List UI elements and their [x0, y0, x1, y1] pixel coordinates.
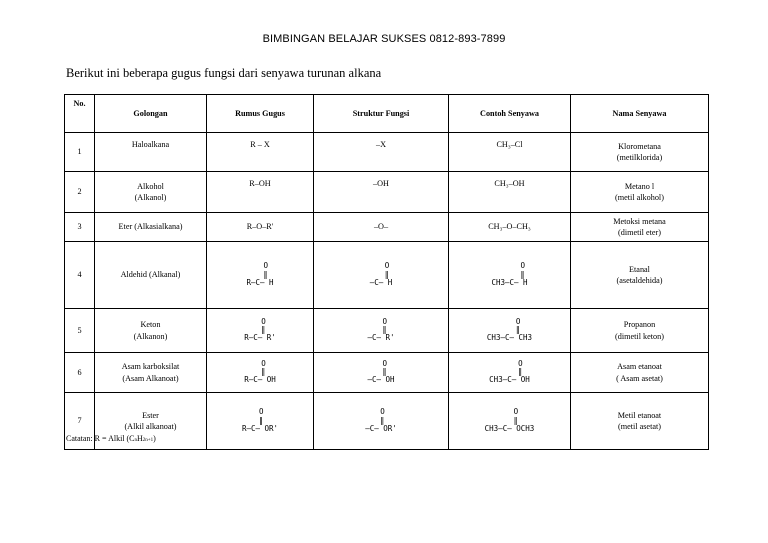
page-header: BIMBINGAN BELAJAR SUKSES 0812-893-7899: [262, 33, 506, 45]
table-header-row: [65, 95, 709, 133]
contoh-cell: CH₃–OH: [449, 172, 571, 213]
carbonyl-oxygen: O: [384, 261, 390, 271]
table-row: [65, 242, 709, 309]
nama-cell: [571, 242, 709, 309]
carbonyl-oxygen: O: [520, 261, 525, 271]
double-bond: ‖: [513, 415, 518, 425]
contoh-cell: [449, 242, 571, 309]
table-row: [65, 133, 709, 172]
carbonyl-formula: [491, 262, 527, 287]
formula-chain: R–C– OH: [244, 375, 276, 385]
golongan-line: Asam karboksilat: [121, 362, 180, 372]
nama-line: Metano l: [624, 181, 655, 191]
carbonyl-formula: [367, 360, 394, 385]
golongan-cell: [95, 213, 207, 242]
nama-line: Etanal: [629, 264, 650, 274]
carbonyl-oxygen: O: [380, 407, 385, 417]
nama-line: (dimetil keton): [615, 331, 664, 341]
double-bond: ‖: [518, 367, 523, 377]
footnote: [66, 434, 156, 443]
nama-cell: [571, 213, 709, 242]
footnote-subscript: 2n+1: [142, 438, 154, 443]
carbonyl-oxygen: O: [261, 316, 266, 326]
double-bond: ‖: [261, 325, 266, 335]
formula-chain: R–C– OR': [241, 423, 279, 433]
carbonyl-oxygen: O: [263, 261, 268, 271]
struktur-cell: [314, 393, 449, 450]
golongan-cell: [95, 172, 207, 213]
struktur-cell: [314, 242, 449, 309]
row-number: 1: [65, 133, 95, 172]
carbonyl-oxygen: O: [261, 358, 266, 368]
table-row: [65, 309, 709, 353]
carbonyl-formula: [242, 408, 278, 433]
formula-chain: R–C– H: [246, 277, 274, 287]
nama-line: (metilklorida): [616, 153, 663, 162]
carbonyl-formula: [370, 262, 393, 287]
nama-line: (metil asetat): [618, 422, 661, 431]
contoh-cell: [449, 353, 571, 393]
golongan-cell: [95, 309, 207, 353]
footnote-subscript-n: n: [134, 438, 138, 443]
carbonyl-oxygen: O: [515, 316, 521, 326]
table-row: [65, 393, 709, 450]
carbonyl-oxygen: O: [382, 358, 387, 368]
golongan-cell: [95, 242, 207, 309]
carbonyl-formula: [487, 318, 532, 343]
carbonyl-formula: [485, 408, 535, 433]
header-nama-senyawa: Nama Senyawa: [571, 95, 709, 133]
golongan-line: Keton: [140, 320, 161, 330]
header-no: No.: [65, 95, 95, 133]
carbonyl-formula: [246, 262, 273, 287]
double-bond: ‖: [258, 415, 263, 425]
rumus-cell: [207, 393, 314, 450]
footnote-text: Catatan: R = Alkil (C: [66, 434, 135, 443]
golongan-line: (Alkanol): [134, 193, 167, 202]
nama-line: Metil etanoat: [617, 410, 662, 420]
table-row: [65, 172, 709, 213]
table-row: [65, 213, 709, 242]
formula-chain: CH3–C– OCH3: [484, 423, 535, 433]
rumus-cell: R–OH: [207, 172, 314, 213]
golongan-line: Haloalkana: [131, 140, 170, 149]
rumus-cell: R–O–R': [207, 213, 314, 242]
carbonyl-formula: [489, 360, 530, 385]
golongan-line: Eter (Alkasialkana): [118, 222, 183, 232]
rumus-cell: R – X: [207, 133, 314, 172]
header-golongan: Golongan: [95, 95, 207, 133]
rumus-cell: [207, 309, 314, 353]
rumus-cell: [207, 353, 314, 393]
contoh-cell: CH₃–Cl: [449, 133, 571, 172]
nama-cell: [571, 309, 709, 353]
contoh-cell: CH₃–O–CH₃: [449, 213, 571, 242]
formula-chain: CH3–C– OH: [489, 375, 530, 385]
nama-line: Metoksi metana: [613, 216, 666, 226]
struktur-cell: –O–: [314, 213, 449, 242]
functional-groups-table: [64, 94, 709, 450]
formula-chain: –C– OH: [367, 375, 395, 385]
intro-text: Berikut ini beberapa gugus fungsi dari senyawa turunan alkana: [66, 66, 382, 80]
formula-chain: –C– R': [367, 333, 395, 343]
footnote-close: ): [153, 434, 156, 443]
nama-line: Propanon: [623, 320, 656, 330]
carbonyl-formula: [244, 360, 276, 385]
nama-cell: [571, 353, 709, 393]
nama-line: ( Asam asetat): [616, 373, 663, 383]
carbonyl-formula: [365, 408, 397, 433]
golongan-line: Ester: [142, 410, 159, 420]
header-rumus-gugus: Rumus Gugus: [207, 95, 314, 133]
carbonyl-formula: [367, 318, 394, 343]
nama-cell: [571, 172, 709, 213]
golongan-line: (Asam Alkanoat): [122, 373, 179, 383]
footnote-hydrogen: H: [137, 434, 143, 443]
contoh-cell: [449, 309, 571, 353]
struktur-cell: [314, 353, 449, 393]
nama-cell: [571, 393, 709, 450]
nama-line: (dimetil eter): [618, 228, 661, 237]
formula-chain: –C– OR': [365, 423, 397, 433]
golongan-line: Aldehid (Alkanal): [120, 270, 181, 280]
golongan-line: (Alkil alkanoat): [124, 422, 177, 431]
contoh-cell: [449, 393, 571, 450]
nama-line: Asam etanoat: [617, 362, 662, 372]
formula-chain: –C– H: [369, 277, 393, 287]
header-contoh-senyawa: Contoh Senyawa: [449, 95, 571, 133]
double-bond: ‖: [263, 269, 268, 279]
nama-line: (asetaldehida): [616, 276, 663, 285]
nama-line: Klorometana: [618, 141, 661, 151]
nama-line: (metil alkohol): [615, 193, 664, 202]
row-number: 2: [65, 172, 95, 213]
double-bond: ‖: [380, 415, 385, 425]
struktur-cell: [314, 309, 449, 353]
formula-chain: CH3–C– CH3: [486, 333, 533, 343]
row-number: 7: [65, 393, 95, 450]
golongan-line: (Alkanon): [133, 331, 168, 341]
carbonyl-formula: [244, 318, 276, 343]
carbonyl-oxygen: O: [518, 358, 523, 368]
double-bond: ‖: [515, 325, 520, 335]
table-row: [65, 353, 709, 393]
double-bond: ‖: [382, 325, 387, 335]
golongan-line: Alkohol: [137, 181, 164, 191]
double-bond: ‖: [384, 269, 389, 279]
formula-chain: R–C– R': [244, 333, 276, 343]
row-number: 5: [65, 309, 95, 353]
formula-chain: CH3–C– H: [491, 277, 528, 287]
row-number: 6: [65, 353, 95, 393]
carbonyl-oxygen: O: [382, 316, 387, 326]
struktur-cell: –OH: [314, 172, 449, 213]
rumus-cell: [207, 242, 314, 309]
double-bond: ‖: [261, 367, 266, 377]
carbonyl-oxygen: O: [513, 407, 519, 417]
golongan-cell: [95, 353, 207, 393]
carbonyl-oxygen: O: [258, 407, 264, 417]
nama-cell: [571, 133, 709, 172]
struktur-cell: –X: [314, 133, 449, 172]
double-bond: ‖: [382, 367, 387, 377]
row-number: 3: [65, 213, 95, 242]
double-bond: ‖: [520, 269, 525, 279]
golongan-cell: [95, 133, 207, 172]
header-struktur-fungsi: Struktur Fungsi: [314, 95, 449, 133]
row-number: 4: [65, 242, 95, 309]
